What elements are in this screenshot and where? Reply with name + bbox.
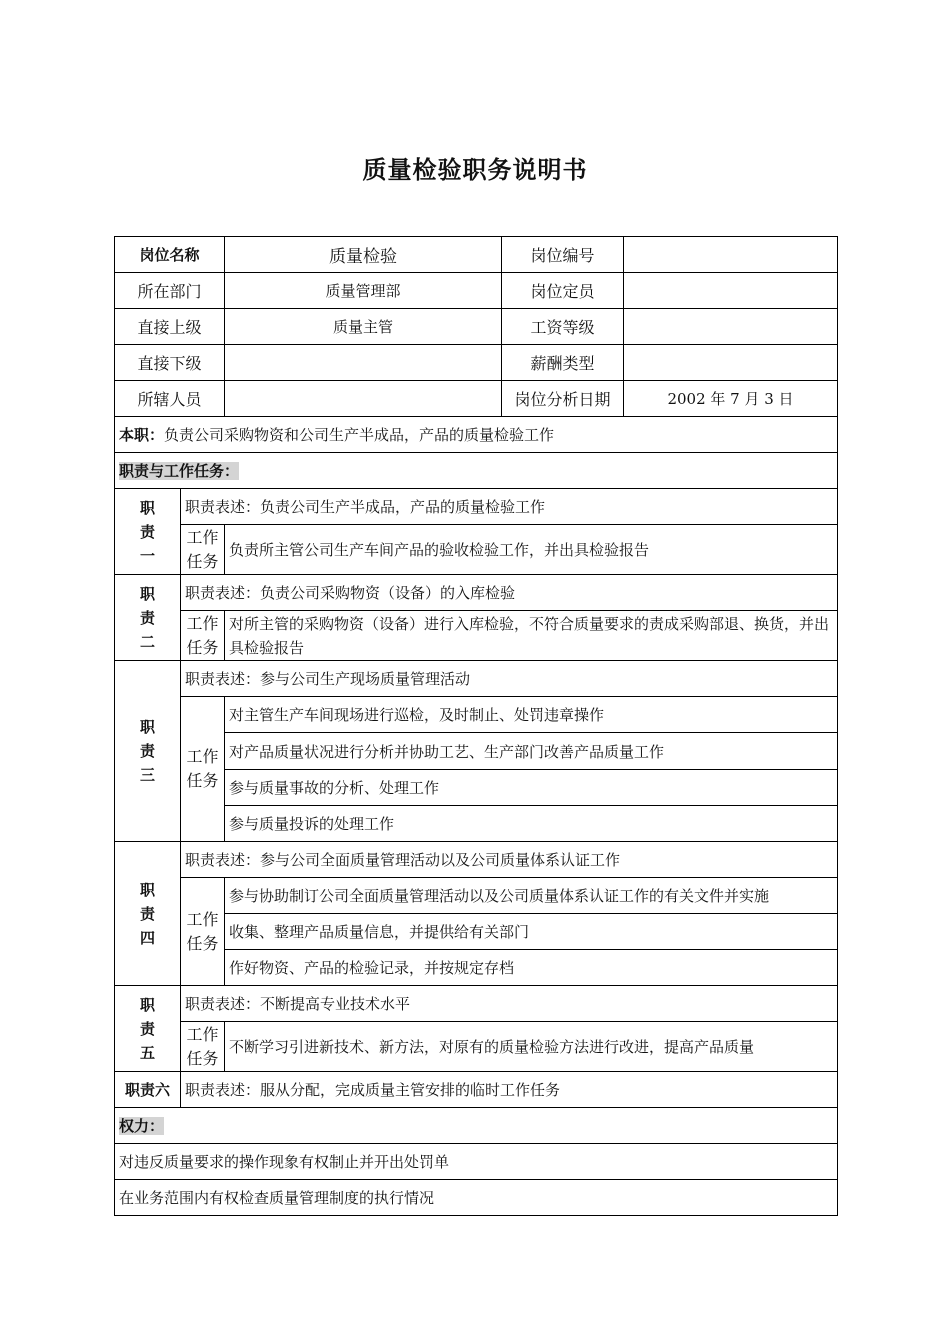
- task-item: 对主管生产车间现场进行巡检，及时制止、处罚违章操作: [225, 697, 838, 733]
- duty-task-row: [115, 1022, 838, 1072]
- field-value: [624, 345, 838, 381]
- duty-statement: 职责表述：负责公司采购物资（设备）的入库检验: [181, 575, 838, 611]
- task-label: 工作任务: [181, 525, 225, 575]
- task-item: 对产品质量状况进行分析并协助工艺、生产部门改善产品质量工作: [225, 733, 838, 770]
- duty-statement: 职责表述：参与公司全面质量管理活动以及公司质量体系认证工作: [181, 842, 838, 878]
- duty-statement-row: [115, 661, 838, 697]
- duty-statement: 职责表述：参与公司生产现场质量管理活动: [181, 661, 838, 697]
- task-item: 收集、整理产品质量信息，并提供给有关部门: [225, 914, 838, 950]
- main-duty-text: 负责公司采购物资和公司生产半成品，产品的质量检验工作: [164, 426, 555, 444]
- duties-header: 职责与工作任务：: [119, 462, 240, 480]
- info-row: [115, 309, 838, 345]
- duty-statement-row: [115, 842, 838, 878]
- duties-header-row: [115, 453, 838, 489]
- field-label: 薪酬类型: [502, 345, 624, 381]
- field-value: 质量主管: [225, 309, 502, 345]
- info-row: [115, 237, 838, 273]
- field-label: 直接上级: [115, 309, 225, 345]
- duty-label: 职责二: [115, 575, 181, 661]
- main-duty-row: [115, 417, 838, 453]
- duty-label: 职责三: [115, 661, 181, 842]
- field-value: 质量检验: [225, 237, 502, 273]
- authority-row: [115, 1180, 838, 1216]
- duty-label: 职责四: [115, 842, 181, 986]
- info-row: [115, 381, 838, 417]
- task-item: 参与质量事故的分析、处理工作: [225, 770, 838, 806]
- duty-task-row: [115, 697, 838, 733]
- task-label: 工作任务: [181, 697, 225, 842]
- field-value: 质量管理部: [225, 273, 502, 309]
- field-label: 岗位分析日期: [502, 381, 624, 417]
- duty-statement-row: [115, 986, 838, 1022]
- task-item: 参与质量投诉的处理工作: [225, 806, 838, 842]
- authority-item: 在业务范围内有权检查质量管理制度的执行情况: [115, 1180, 838, 1216]
- duty-task-row: [115, 878, 838, 914]
- task-item: 对所主管的采购物资（设备）进行入库检验，不符合质量要求的责成采购部退、换货，并出具检验报告: [225, 611, 838, 661]
- duty-statement: 职责表述：服从分配，完成质量主管安排的临时工作任务: [181, 1072, 838, 1108]
- field-label: 岗位名称: [115, 237, 225, 273]
- authority-header-row: [115, 1108, 838, 1144]
- duty-label: 职责六: [115, 1072, 181, 1108]
- duty-statement-row: [115, 575, 838, 611]
- job-description-table: [114, 236, 838, 1216]
- task-label: 工作任务: [181, 1022, 225, 1072]
- task-item: 负责所主管公司生产车间产品的验收检验工作，并出具检验报告: [225, 525, 838, 575]
- field-value: [624, 309, 838, 345]
- duty-label: 职责一: [115, 489, 181, 575]
- field-value: [624, 273, 838, 309]
- duty-statement: 职责表述：不断提高专业技术水平: [181, 986, 838, 1022]
- task-item: 不断学习引进新技术、新方法，对原有的质量检验方法进行改进，提高产品质量: [225, 1022, 838, 1072]
- main-duty-label: 本职：: [119, 426, 165, 444]
- duty-statement: 职责表述：负责公司生产半成品，产品的质量检验工作: [181, 489, 838, 525]
- field-label: 岗位编号: [502, 237, 624, 273]
- main-duty: [115, 417, 838, 453]
- duty-label: 职责五: [115, 986, 181, 1072]
- field-label: 所辖人员: [115, 381, 225, 417]
- field-value: 2002 年 7 月 3 日: [624, 381, 838, 417]
- field-value: [225, 381, 502, 417]
- field-value: [225, 345, 502, 381]
- duties-header-cell: [115, 453, 838, 489]
- task-label: 工作任务: [181, 878, 225, 986]
- field-label: 直接下级: [115, 345, 225, 381]
- document-title: 质量检验职务说明书: [362, 156, 588, 184]
- info-row: [115, 345, 838, 381]
- field-value: [624, 237, 838, 273]
- authority-row: [115, 1144, 838, 1180]
- field-label: 工资等级: [502, 309, 624, 345]
- info-row: [115, 273, 838, 309]
- duty-task-row: [115, 611, 838, 661]
- task-item: 参与协助制订公司全面质量管理活动以及公司质量体系认证工作的有关文件并实施: [225, 878, 838, 914]
- field-label: 所在部门: [115, 273, 225, 309]
- authority-header-cell: [115, 1108, 838, 1144]
- field-label: 岗位定员: [502, 273, 624, 309]
- duty-statement-row: [115, 1072, 838, 1108]
- task-item: 作好物资、产品的检验记录，并按规定存档: [225, 950, 838, 986]
- task-label: 工作任务: [181, 611, 225, 661]
- duty-statement-row: [115, 489, 838, 525]
- authority-header: 权力：: [119, 1117, 165, 1135]
- duty-task-row: [115, 525, 838, 575]
- authority-item: 对违反质量要求的操作现象有权制止并开出处罚单: [115, 1144, 838, 1180]
